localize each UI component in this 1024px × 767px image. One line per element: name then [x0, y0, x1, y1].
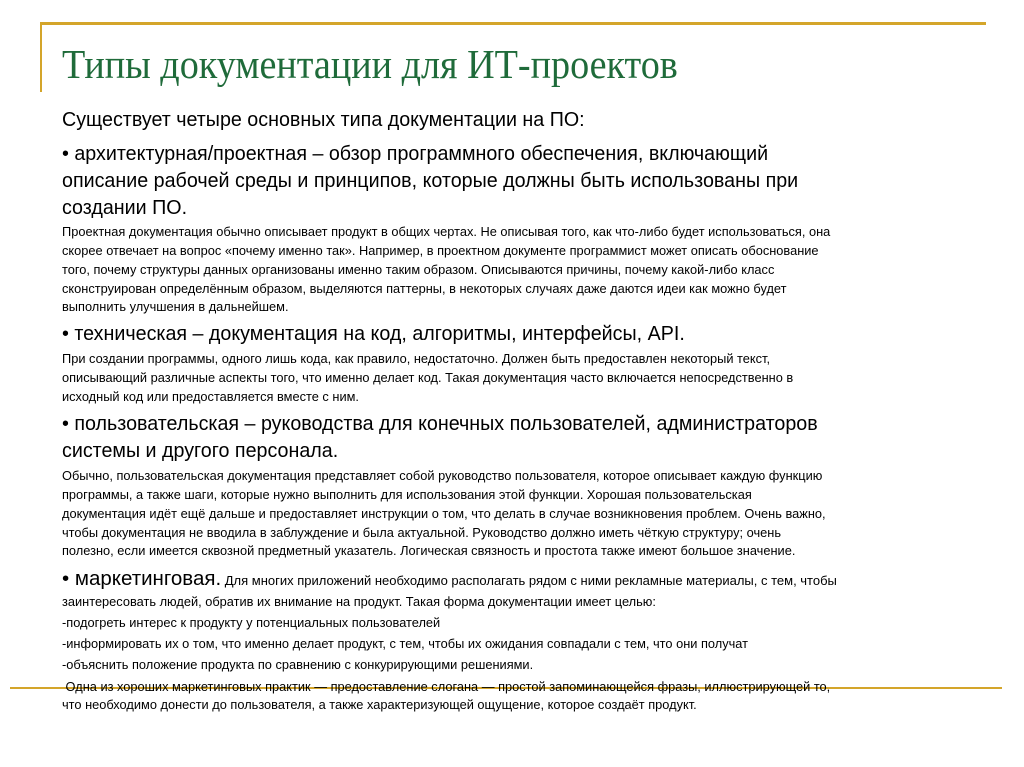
intro-text: Существует четыре основных типа документации на ПО: — [62, 108, 585, 131]
user-description: полезно, если имеется сквозной предметный указатель. Логическая связность и простота также имеют большое значение. — [62, 543, 796, 558]
bullet-user: • пользовательская – руководства для конечных пользователей, администраторов — [62, 412, 818, 435]
user-description: программы, а также шаги, которые нужно выполнить для использования этой функции. Хорошая пользовательская — [62, 487, 752, 502]
marketing-heading-tail: Для многих приложений необходимо располагать рядом с ними рекламные материалы, с тем, чтобы — [221, 573, 837, 588]
bullet-user: системы и другого персонала. — [62, 439, 339, 462]
bullet-architectural: • архитектурная/проектная – обзор программного обеспечения, включающий — [62, 142, 769, 165]
top-accent-rule — [40, 22, 986, 25]
architectural-description: скорее отвечает на вопрос «почему именно так». Например, в проектном документе программист может описать обоснование — [62, 243, 819, 258]
user-description: Обычно, пользовательская документация представляет собой руководство пользователя, которое описывает каждую функцию — [62, 468, 823, 483]
bullet-marketing — [62, 567, 837, 591]
marketing-goal: -подогреть интерес к продукту у потенциальных пользователей — [62, 615, 441, 630]
architectural-description: того, почему структуры данных организованы именно таким образом. Описываются причины, почему какой-либо класс — [62, 262, 775, 277]
bullet-architectural: описание рабочей среды и принципов, которые должны быть использованы при — [62, 169, 799, 192]
left-accent-rule — [40, 22, 42, 92]
bullet-architectural: создании ПО. — [62, 196, 188, 219]
technical-description: исходный код или предоставляется вместе с ним. — [62, 389, 359, 404]
marketing-description: заинтересовать людей, обратив их внимание на продукт. Такая форма документации имеет целью: — [62, 594, 656, 609]
marketing-slogan-text: что необходимо донести до пользователя, а также характеризующей ощущение, которое создаёт продукт. — [62, 697, 697, 712]
marketing-goal: -объяснить положение продукта по сравнению с конкурирующими решениями. — [62, 657, 534, 672]
architectural-description: Проектная документация обычно описывает продукт в общих чертах. Не описывая того, как что-либо будет использоваться, она — [62, 224, 831, 239]
architectural-description: сконструирован определённым образом, выделяются паттерны, в некоторых случаях даже даются идеи как можно будет — [62, 281, 787, 296]
technical-description: При создании программы, одного лишь кода, как правило, недостаточно. Должен быть предоставлен некоторый текст, — [62, 351, 771, 366]
marketing-heading: • маркетинговая. — [62, 567, 222, 590]
marketing-goal: -информировать их о том, что именно делает продукт, с тем, чтобы их ожидания совпадали с тем, что они получат — [62, 636, 749, 651]
slide-title: Типы документации для ИТ-проектов — [62, 41, 678, 87]
user-description: документация идёт ещё дальше и предоставляет инструкции о том, что делать в случае возникновения проблем. Очень важно, — [62, 506, 826, 521]
marketing-slogan-text: Одна из хороших маркетинговых практик — предоставление слогана — простой запоминающейся фразы, иллюстрирующей то, — [62, 679, 831, 694]
bullet-technical: • техническая – документация на код, алгоритмы, интерфейсы, API. — [62, 322, 685, 345]
technical-description: описывающий различные аспекты того, что именно делает код. Такая документация часто включается непосредственно в — [62, 370, 794, 385]
user-description: чтобы документация не вводила в заблуждение и была актуальной. Руководство должно иметь чёткую структуру; очень — [62, 525, 782, 540]
architectural-description: выполнить улучшения в дальнейшем. — [62, 299, 289, 314]
